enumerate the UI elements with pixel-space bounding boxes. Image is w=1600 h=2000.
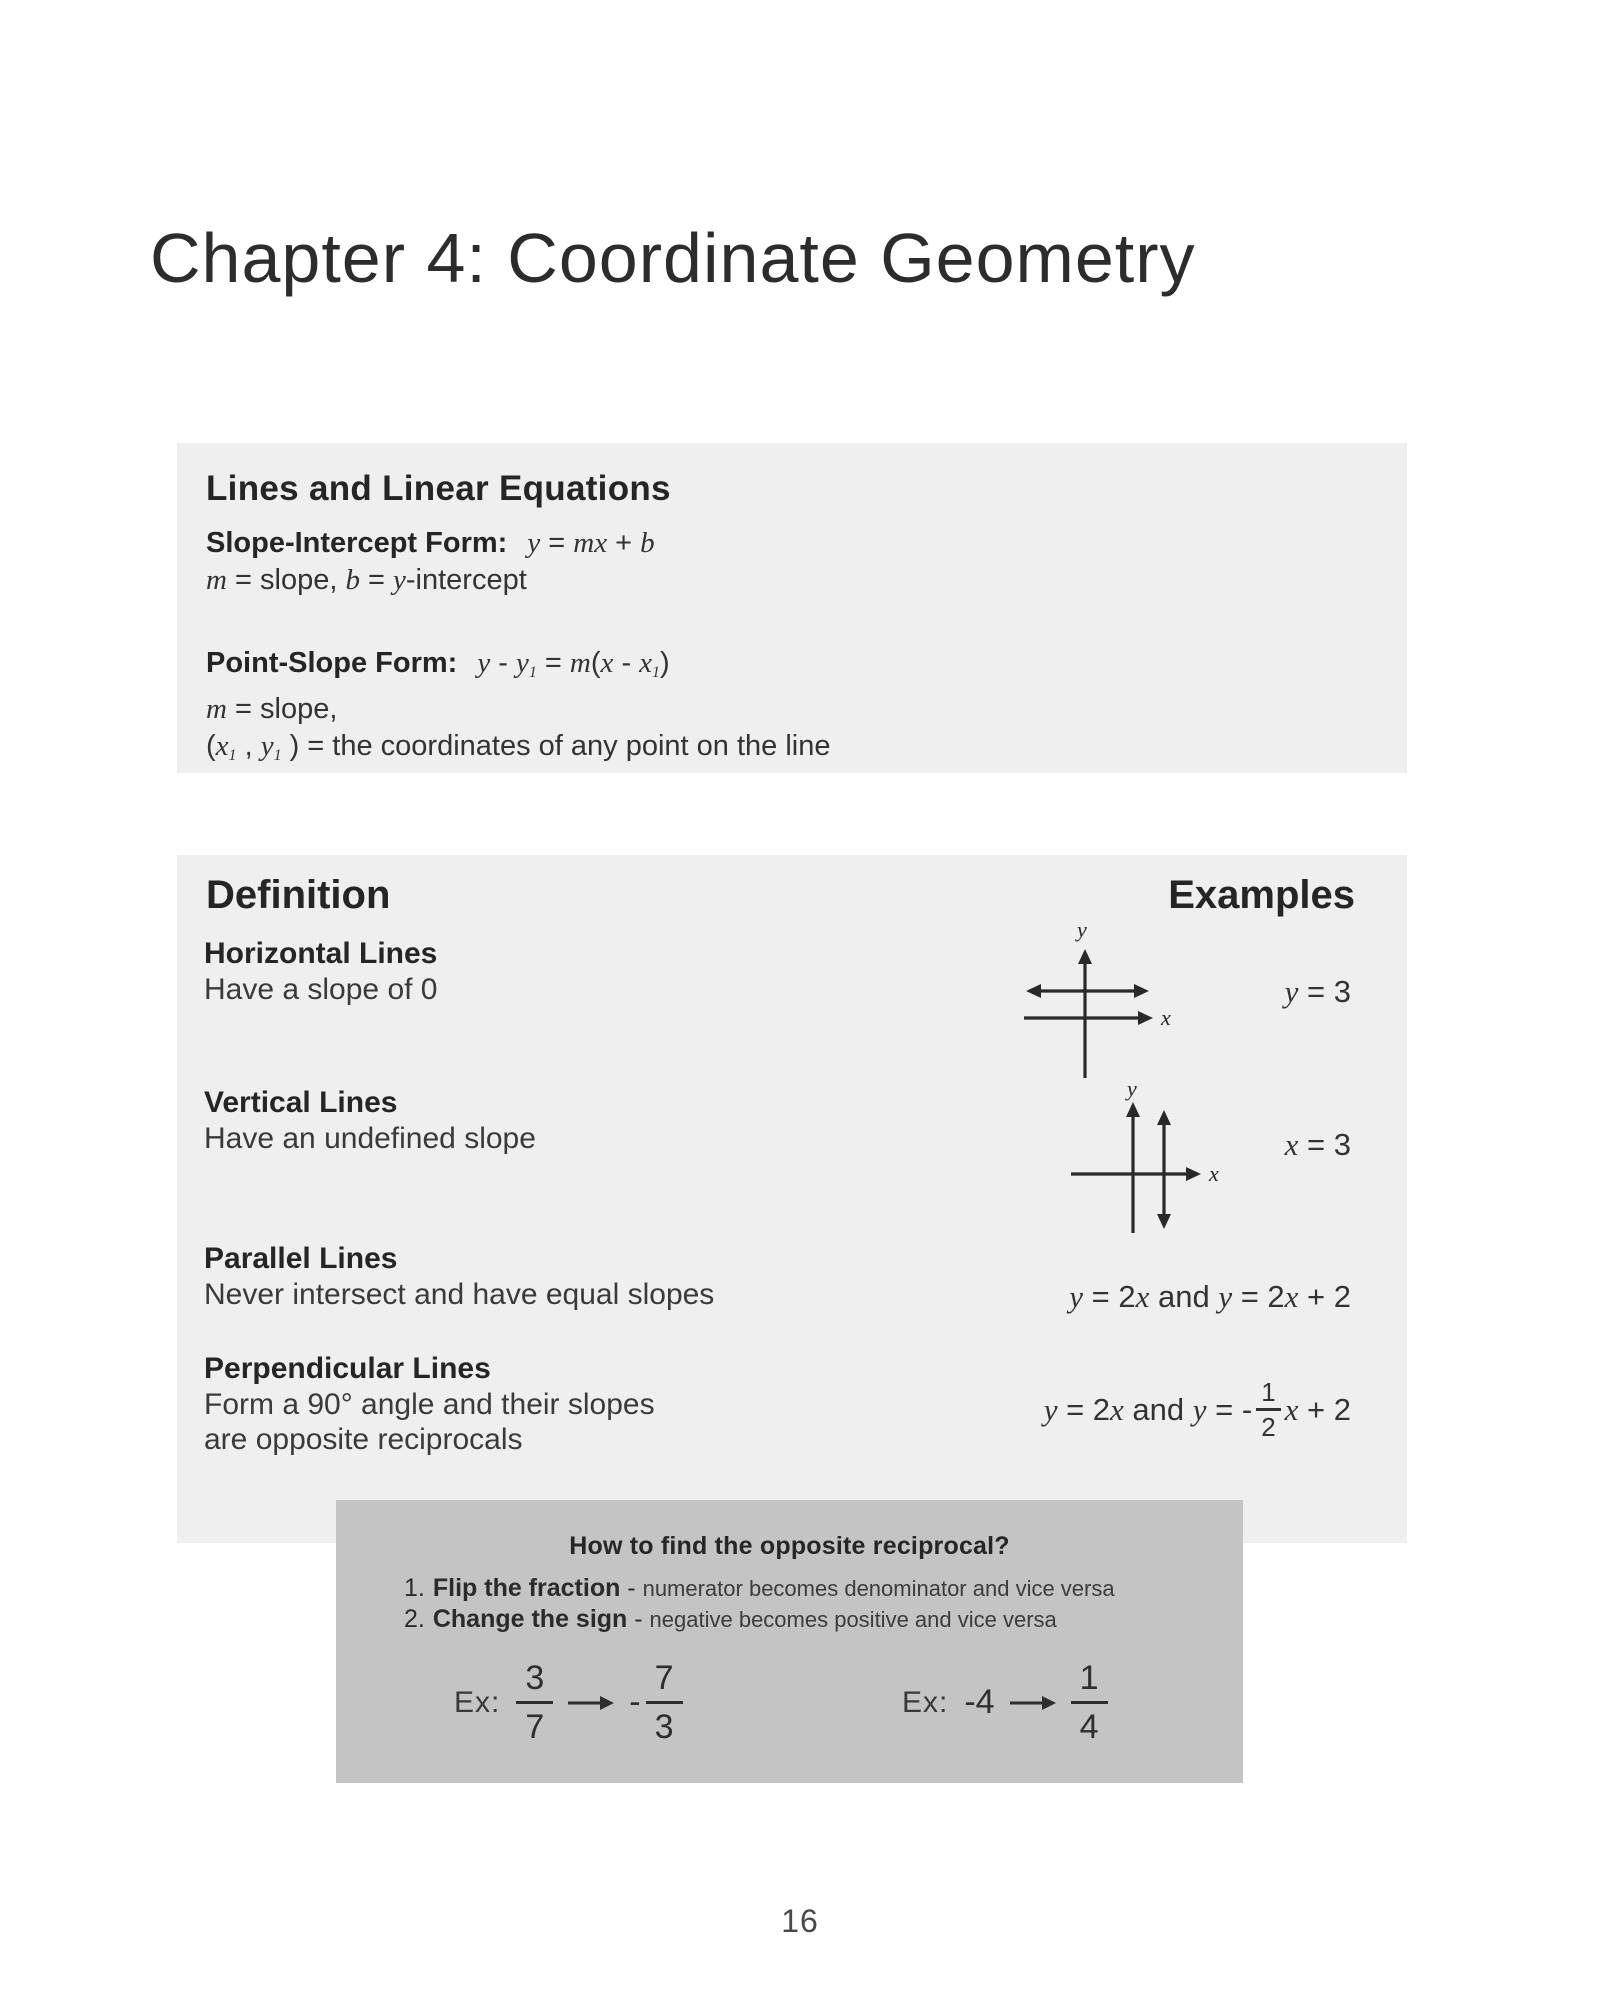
slope-intercept-label: Slope-Intercept Form: <box>206 527 508 559</box>
arrow-right-icon <box>567 1694 615 1712</box>
callout-steps <box>404 1573 1243 1635</box>
reciprocal-example-2 <box>902 1658 1108 1747</box>
parallel-lines-definition: Never intersect and have equal slopes <box>204 1278 715 1311</box>
x-axis-arrowhead <box>1186 1167 1201 1181</box>
one-half-fraction: $\frac{1}{2}$ <box>1256 1377 1280 1442</box>
example-label: Ex: <box>454 1685 501 1719</box>
horizontal-lines-definition: Have a slope of 0 <box>204 973 438 1006</box>
vertical-line-graph <box>1055 1076 1227 1238</box>
slope-intercept-line <box>206 525 1407 562</box>
definitions-examples-box <box>177 855 1407 1543</box>
page-title: Chapter 4: Coordinate Geometry <box>150 219 1196 297</box>
line-right-arrowhead <box>1134 984 1149 998</box>
perpendicular-example-before: y = 2x and y = - <box>1043 1391 1253 1427</box>
point-slope-label: Point-Slope Form: <box>206 647 458 679</box>
negative-four-value: -4 <box>964 1683 995 1721</box>
point-slope-line <box>206 645 1407 691</box>
perpendicular-definition-2: are opposite reciprocals <box>204 1423 523 1456</box>
callout-title: How to find the opposite reciprocal? <box>569 1532 1010 1560</box>
perpendicular-example <box>1044 1377 1351 1442</box>
slope-intercept-formula: y = mx + b <box>527 527 655 559</box>
horizontal-line-graph <box>1013 911 1185 1083</box>
linear-box-title: Lines and Linear Equations <box>206 469 671 508</box>
y-axis-label: y <box>1127 1076 1137 1101</box>
reciprocal-example-1 <box>454 1658 683 1747</box>
line-bottom-arrowhead <box>1157 1214 1171 1229</box>
lines-linear-equations-box <box>177 443 1407 773</box>
perpendicular-example-after: x + 2 <box>1284 1391 1351 1427</box>
definition-header: Definition <box>206 873 391 917</box>
perpendicular-definition-1: Form a 90° angle and their slopes <box>204 1388 655 1421</box>
fraction-one-fourth: $\frac{1}{4}$ <box>1071 1658 1108 1747</box>
x-axis-label: x <box>1161 1005 1171 1030</box>
point-slope-description-1: m = slope, <box>206 692 338 725</box>
step-2: 2. Change the sign - negative becomes positive and vice versa <box>404 1605 1057 1633</box>
line-left-arrowhead <box>1026 984 1041 998</box>
page-number: 16 <box>781 1903 819 1939</box>
vertical-example: x = 3 <box>1284 1127 1351 1162</box>
parallel-lines-term: Parallel Lines <box>204 1242 398 1275</box>
slope-intercept-description: m = slope, b = y-intercept <box>206 564 527 596</box>
x-axis-arrowhead <box>1138 1011 1153 1025</box>
horizontal-lines-term: Horizontal Lines <box>204 937 438 970</box>
opposite-reciprocal-callout <box>336 1500 1243 1783</box>
negative-sign: - <box>629 1683 641 1721</box>
y-axis-label: y <box>1077 917 1087 942</box>
examples-header: Examples <box>1168 873 1355 917</box>
fraction-seven-thirds: $\frac{7}{3}$ <box>646 1658 683 1747</box>
point-slope-description-2: (x1 , y1 ) = the coordinates of any point on the line <box>206 729 831 764</box>
fraction-three-sevenths: $\frac{3}{7}$ <box>516 1658 553 1747</box>
step-1: 1. Flip the fraction - numerator becomes denominator and vice versa <box>404 1574 1115 1602</box>
parallel-example: y = 2x and y = 2x + 2 <box>1069 1279 1351 1314</box>
arrow-right-icon <box>1009 1694 1057 1712</box>
vertical-lines-term: Vertical Lines <box>204 1086 398 1119</box>
horizontal-example: y = 3 <box>1284 974 1351 1009</box>
x-axis-label: x <box>1209 1161 1219 1186</box>
point-slope-formula: y - y1 = m(x - x1) <box>477 647 670 681</box>
vertical-lines-definition: Have an undefined slope <box>204 1122 536 1155</box>
perpendicular-lines-term: Perpendicular Lines <box>204 1352 491 1385</box>
example-label: Ex: <box>902 1685 949 1719</box>
